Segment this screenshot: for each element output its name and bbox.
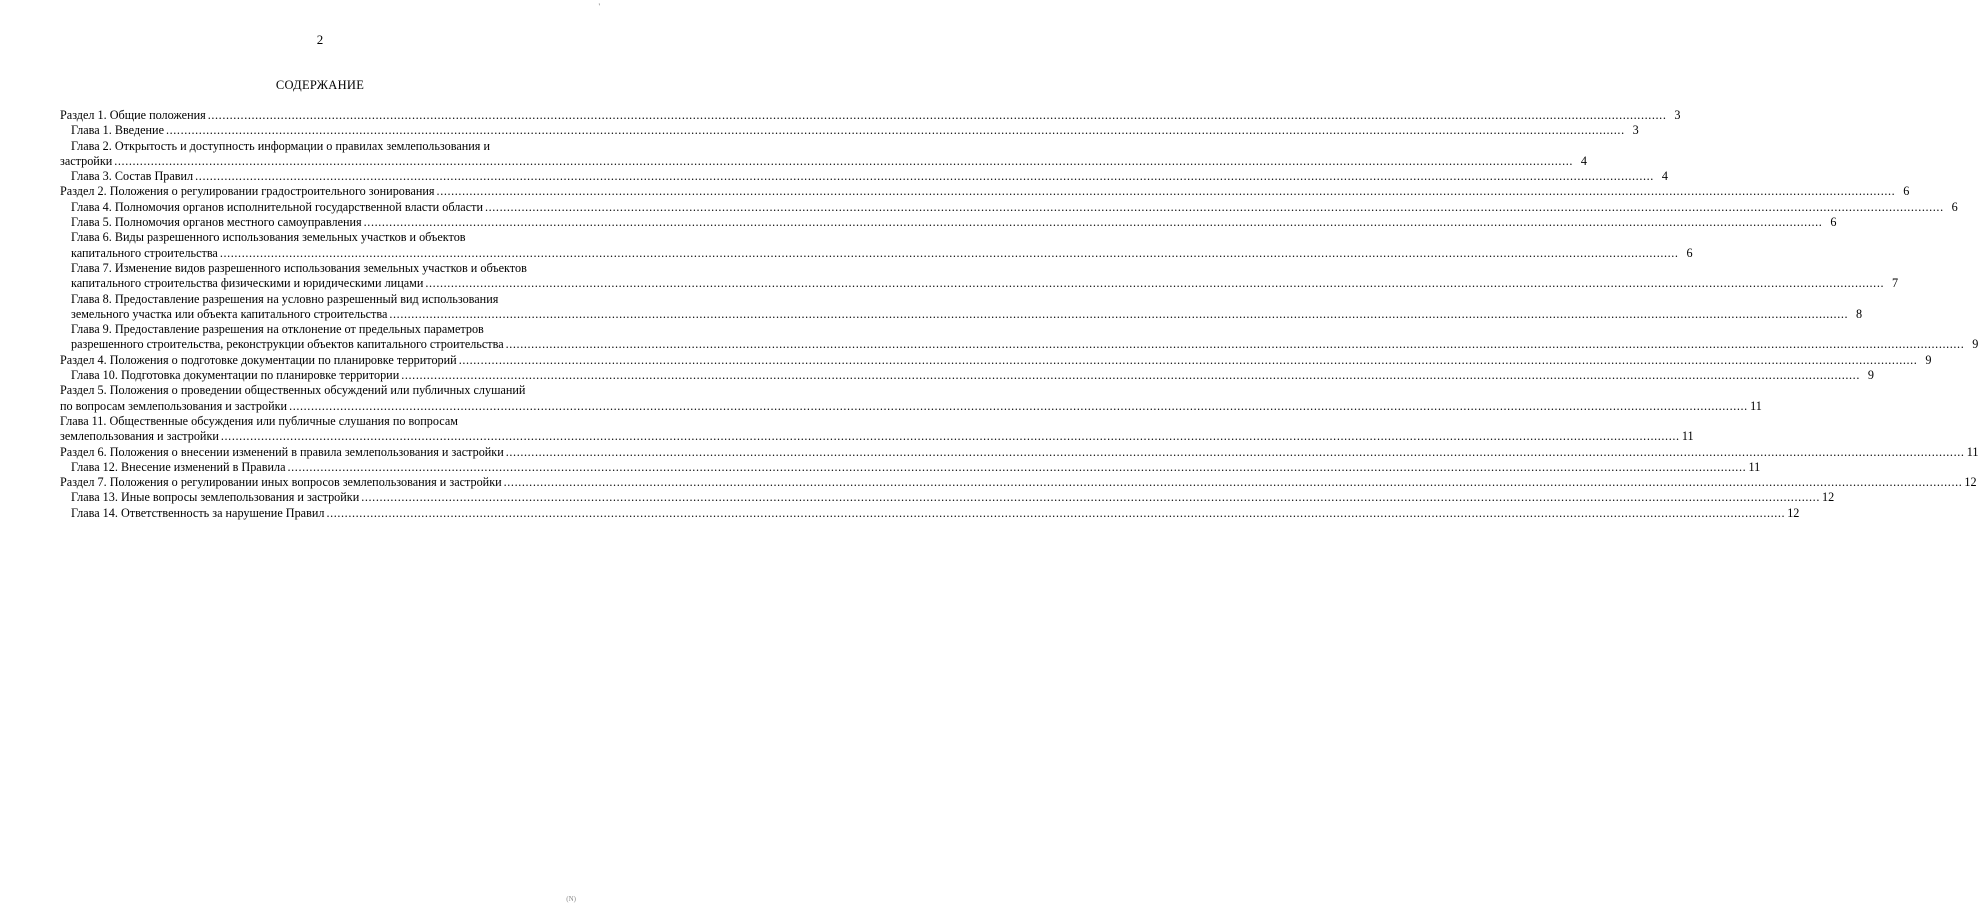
dot-leader: ................................................................................................................................................................................................................................................................................................................................................................................................................ xyxy=(401,368,1860,383)
toc-page-number: 8 xyxy=(1856,306,1863,321)
toc-entry-text: разрешенного строительства, реконструкции объектов капитального строительства xyxy=(71,337,504,352)
toc-entry-text: Глава 2. Открытость и доступность информации о правилах землепользования и xyxy=(71,138,490,153)
toc-entry-text: Глава 9. Предоставление разрешения на отклонение от предельных параметров xyxy=(71,322,484,337)
toc-page-number: 4 xyxy=(1661,169,1668,184)
toc-entry-text: Раздел 4. Положения о подготовке документации по планировке территорий xyxy=(60,352,457,367)
toc-entry-text: Глава 3. Состав Правил xyxy=(71,169,194,184)
toc-entry[interactable] xyxy=(60,368,1874,383)
dot-leader: ................................................................................................................................................................................................................................................................................................................................................................................................................ xyxy=(389,306,1849,321)
toc-page-number: 11 xyxy=(1966,444,1979,459)
toc-entry[interactable] xyxy=(60,322,1979,353)
toc-title: СОДЕРЖАНИЕ xyxy=(275,78,365,92)
toc-entry-text: Глава 5. Полномочия органов местного самоуправления xyxy=(71,215,362,230)
toc-page-number: 11 xyxy=(1681,429,1694,444)
toc-entry[interactable] xyxy=(60,291,1863,323)
toc-entry-text: Глава 10. Подготовка документации по планировке территории xyxy=(71,368,400,383)
toc-page-number: 9 xyxy=(1925,352,1932,367)
dot-leader: ................................................................................................................................................................................................................................................................................................................................................................................................................ xyxy=(436,184,1896,199)
toc-entry[interactable] xyxy=(60,215,1837,230)
dot-leader: ................................................................................................................................................................................................................................................................................................................................................................................................................ xyxy=(458,352,1918,367)
toc-entry-text: Глава 6. Виды разрешенного использования земельных участков и объектов xyxy=(71,230,466,245)
toc-entry[interactable] xyxy=(60,490,1835,505)
toc-entry[interactable] xyxy=(60,260,1899,292)
toc-entry-text: Раздел 5. Положения о проведении общественных обсуждений или публичных слушаний xyxy=(60,383,526,398)
toc-page-number: 11 xyxy=(1750,398,1762,413)
dot-leader: ................................................................................................................................................................................................................................................................................................................................................................................................................ xyxy=(287,459,1747,474)
toc-entry[interactable] xyxy=(60,413,1694,445)
toc-entry[interactable] xyxy=(60,383,1762,414)
toc-page-number: 12 xyxy=(1821,490,1835,505)
dot-leader: ................................................................................................................................................................................................................................................................................................................................................................................................................ xyxy=(484,199,1944,214)
toc-entry-text: застройки xyxy=(60,153,113,168)
toc-page-number: 11 xyxy=(1748,459,1761,474)
toc-entry[interactable] xyxy=(60,184,1910,199)
toc-entry[interactable] xyxy=(60,123,1639,138)
dot-leader: ................................................................................................................................................................................................................................................................................................................................................................................................................ xyxy=(289,398,1748,413)
toc-page-number: 12 xyxy=(1787,505,1800,520)
toc-entry-text: земельного участка или объекта капитального строительства xyxy=(71,306,388,321)
toc-entry[interactable] xyxy=(60,230,1693,261)
toc-entry-text: Раздел 6. Положения о внесении изменений в правила землепользования и застройки xyxy=(60,444,504,459)
dot-leader: ................................................................................................................................................................................................................................................................................................................................................................................................................ xyxy=(503,475,1963,490)
toc-entry[interactable] xyxy=(60,199,1958,215)
toc-entry-text: Раздел 7. Положения о регулировании иных вопросов землепользования и застройки xyxy=(60,475,502,490)
toc-entry[interactable] xyxy=(60,352,1932,368)
page-number: 2 xyxy=(316,32,324,47)
toc-entry[interactable] xyxy=(60,505,1800,521)
table-of-contents xyxy=(60,108,1979,521)
toc-page-number: 3 xyxy=(1674,108,1681,122)
toc-entry-text: Глава 4. Полномочия органов исполнительной государственной власти области xyxy=(71,199,483,214)
dot-leader: ................................................................................................................................................................................................................................................................................................................................................................................................................ xyxy=(361,490,1820,505)
dot-leader: ................................................................................................................................................................................................................................................................................................................................................................................................................ xyxy=(114,153,1574,168)
dot-leader: ................................................................................................................................................................................................................................................................................................................................................................................................................ xyxy=(165,123,1625,138)
toc-entry-text: Глава 13. Иные вопросы землепользования и застройки xyxy=(71,490,360,505)
dot-leader: ................................................................................................................................................................................................................................................................................................................................................................................................................ xyxy=(505,444,1965,459)
toc-entry-text: Глава 1. Введение xyxy=(71,123,164,138)
toc-page-number: 6 xyxy=(1951,199,1958,214)
toc-entry-text: капитального строительства физическими и юридическими лицами xyxy=(71,276,424,291)
toc-entry-text: Глава 11. Общественные обсуждения или публичные слушания по вопросам xyxy=(60,413,458,428)
toc-page-number: 12 xyxy=(1964,475,1977,490)
dot-leader: ................................................................................................................................................................................................................................................................................................................................................................................................................ xyxy=(363,215,1823,230)
toc-entry[interactable] xyxy=(60,444,1979,460)
toc-page-number: 6 xyxy=(1903,184,1910,199)
toc-entry[interactable] xyxy=(60,108,1681,123)
toc-entry-text: по вопросам землепользования и застройки xyxy=(60,398,288,413)
toc-entry[interactable] xyxy=(60,138,1588,170)
toc-page-number: 3 xyxy=(1632,123,1639,138)
toc-entry-text: Раздел 2. Положения о регулировании градостроительного зонирования xyxy=(60,184,435,199)
dot-leader: ................................................................................................................................................................................................................................................................................................................................................................................................................ xyxy=(195,169,1654,184)
toc-page-number: 7 xyxy=(1892,276,1899,291)
toc-entry[interactable] xyxy=(60,459,1761,475)
toc-entry-text: Раздел 1. Общие положения xyxy=(60,108,206,122)
toc-entry-text: Глава 7. Изменение видов разрешенного использования земельных участков и объектов xyxy=(71,260,527,275)
dot-leader: ................................................................................................................................................................................................................................................................................................................................................................................................................ xyxy=(425,276,1885,291)
toc-entry-text: Глава 12. Внесение изменений в Правила xyxy=(71,459,286,474)
toc-page-number: 6 xyxy=(1830,215,1837,230)
toc-entry-text: капитального строительства xyxy=(71,245,218,260)
toc-page-number: 4 xyxy=(1580,153,1588,168)
dot-leader: ................................................................................................................................................................................................................................................................................................................................................................................................................ xyxy=(207,108,1667,122)
toc-entry-text: Глава 14. Ответственность за нарушение Правил xyxy=(71,505,325,520)
dot-leader: ................................................................................................................................................................................................................................................................................................................................................................................................................ xyxy=(505,337,1965,352)
toc-page-number: 9 xyxy=(1867,368,1874,383)
toc-entry-text: землепользования и застройки xyxy=(60,429,219,444)
dot-leader: ................................................................................................................................................................................................................................................................................................................................................................................................................ xyxy=(326,505,1786,520)
toc-entry-text: Глава 8. Предоставление разрешения на условно разрешенный вид использования xyxy=(71,291,499,306)
dot-leader: ................................................................................................................................................................................................................................................................................................................................................................................................................ xyxy=(220,429,1680,444)
toc-entry[interactable] xyxy=(60,169,1668,184)
toc-page-number: 6 xyxy=(1686,245,1693,260)
dot-leader: ................................................................................................................................................................................................................................................................................................................................................................................................................ xyxy=(219,245,1679,260)
bottom-mark: (N) xyxy=(566,895,576,903)
corner-mark: ' xyxy=(598,2,600,11)
toc-page-number: 9 xyxy=(1972,337,1979,352)
toc-entry[interactable] xyxy=(60,475,1977,490)
